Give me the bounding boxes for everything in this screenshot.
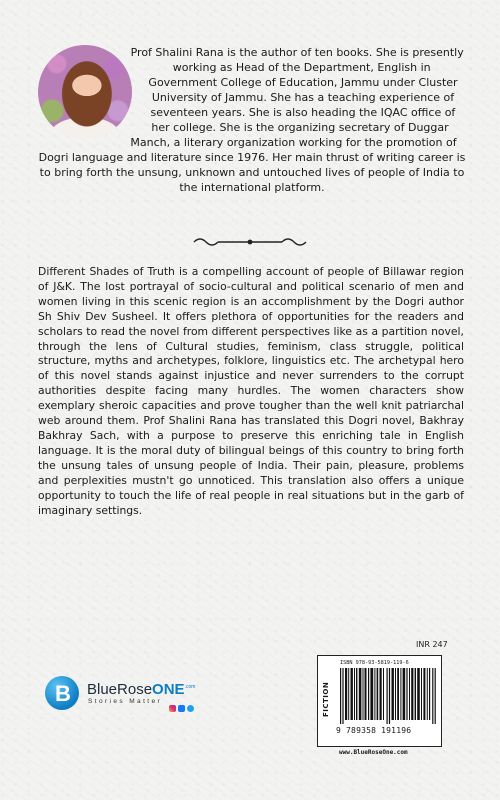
publisher-name: BlueRoseONE$^{.com}$ bbox=[87, 681, 196, 698]
price-label: INR 247 bbox=[416, 640, 448, 649]
instagram-icon bbox=[169, 705, 176, 712]
barcode-image bbox=[340, 668, 436, 724]
book-synopsis: Different Shades of Truth is a compelling account of people of Billawar region of J&K. The lost portrayal of socio-cultural and political scenario of men and women living in this scenic region is an accomplishment by the Dogri author Sh Shiv Dev Susheel. It offers plethora of opportunities for the readers and scholars to read the novel from different perspectives like as a partition novel, through the lens of Cultural studies, feminism, class struggle, political structure, myths and archetypes, folklore, linguistics etc. The archetypal hero of this novel stands against injustice and never surrenders to the corrupt authorities despite facing many hurdles. The women characters show exemplary sheroic capacities and prove tougher than the well knit patriarchal web around them. Prof Shalini Rana has translated this Dogri novel, Bakhray Bakhray Sach, with a purpose to preserve this enriching tale in English language. It is the moral duty of bilingual beings of this country to bring forth the unsung tales of unsung people of India. Their pain, pleasure, problems and perplexities mustn't go unnoticed. This translation also offers a unique opportunity to touch the life of real people in real situations but in the garb of imaginary settings. bbox=[38, 265, 464, 517]
ornament-divider-icon bbox=[190, 236, 310, 248]
publisher-website: www.BlueRoseOne.com bbox=[339, 749, 408, 756]
publisher-tagline: Stories Matter bbox=[88, 698, 163, 705]
genre-label: FICTION bbox=[322, 681, 330, 717]
social-icons bbox=[169, 705, 194, 712]
twitter-icon bbox=[187, 705, 194, 712]
barcode-block bbox=[317, 655, 442, 747]
author-bio-section bbox=[38, 45, 466, 195]
author-photo bbox=[38, 45, 132, 139]
publisher-logo bbox=[45, 676, 245, 716]
facebook-icon bbox=[178, 705, 185, 712]
isbn-label: ISBN 978-93-5819-119-6 bbox=[340, 660, 409, 666]
publisher-logo-icon: B bbox=[45, 676, 79, 710]
author-bio-text: Prof Shalini Rana is the author of ten books. She is presently working as Head of the Department, English in Government College of Education, Jammu under Cluster University of Jammu. She has a teaching experience of seventeen years. She is also heading the IQAC office of her college. She is the organizing secretary of Duggar Manch, a literary organization working for the promotion of Dogri language and literature since 1976. Her main thrust of writing career is to bring forth the unsung, unknown and untouched lives of people of India to the international platform. bbox=[38, 46, 466, 194]
isbn-number: 9 789358 191196 bbox=[336, 726, 412, 735]
